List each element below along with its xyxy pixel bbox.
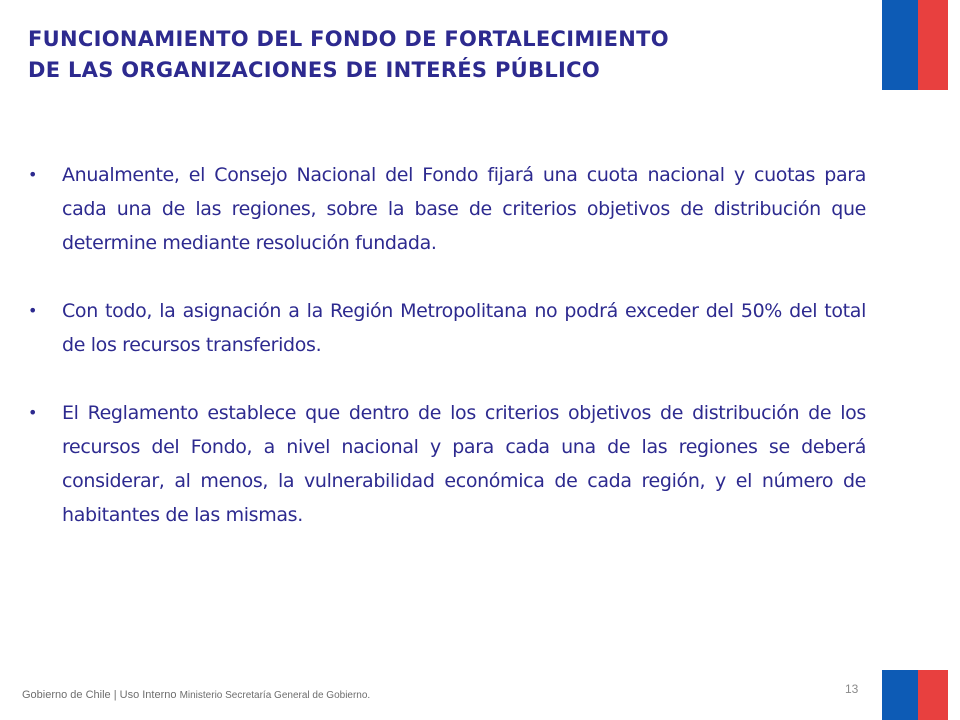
- flag-red-band: [918, 670, 948, 720]
- slide-title: [28, 24, 868, 86]
- footer-ministry: Ministerio Secretaría General de Gobierno.: [179, 690, 371, 701]
- page-number: 13: [845, 682, 859, 696]
- flag-blue-band: [882, 0, 918, 90]
- bullet-item-2: [28, 294, 866, 362]
- bullet-text: El Reglamento establece que dentro de los criterios objetivos de distribución de los recursos del Fondo, a nivel nacional y para cada una de las regiones se deberá considerar, al menos, la vulnerabilidad económica de cada región, y el número de habitantes de las mismas.: [62, 402, 866, 526]
- bullet-icon: •: [28, 301, 38, 320]
- flag-blue-band: [882, 670, 918, 720]
- bullet-text: Anualmente, el Consejo Nacional del Fondo fijará una cuota nacional y cuotas para cada una de las regiones, sobre la base de criterios objetivos de distribución que determine mediante resolución fundada.: [62, 164, 866, 254]
- chile-flag-stripe-top: [882, 0, 948, 90]
- chile-flag-stripe-bottom: [882, 670, 948, 720]
- footer: [22, 689, 370, 701]
- bullet-item-1: [28, 158, 866, 260]
- bullet-text: Con todo, la asignación a la Región Metropolitana no podrá exceder del 50% del total de los recursos transferidos.: [62, 300, 866, 356]
- bullet-item-3: [28, 396, 866, 532]
- footer-org: Gobierno de Chile | Uso Interno: [22, 689, 177, 701]
- flag-red-band: [918, 0, 948, 90]
- bullet-icon: •: [28, 403, 38, 422]
- bullet-list: [28, 158, 866, 566]
- bullet-icon: •: [28, 165, 38, 184]
- slide-title-line-2: DE LAS ORGANIZACIONES DE INTERÉS PÚBLICO: [28, 58, 600, 82]
- slide-title-line-1: FUNCIONAMIENTO DEL FONDO DE FORTALECIMIENTO: [28, 27, 669, 51]
